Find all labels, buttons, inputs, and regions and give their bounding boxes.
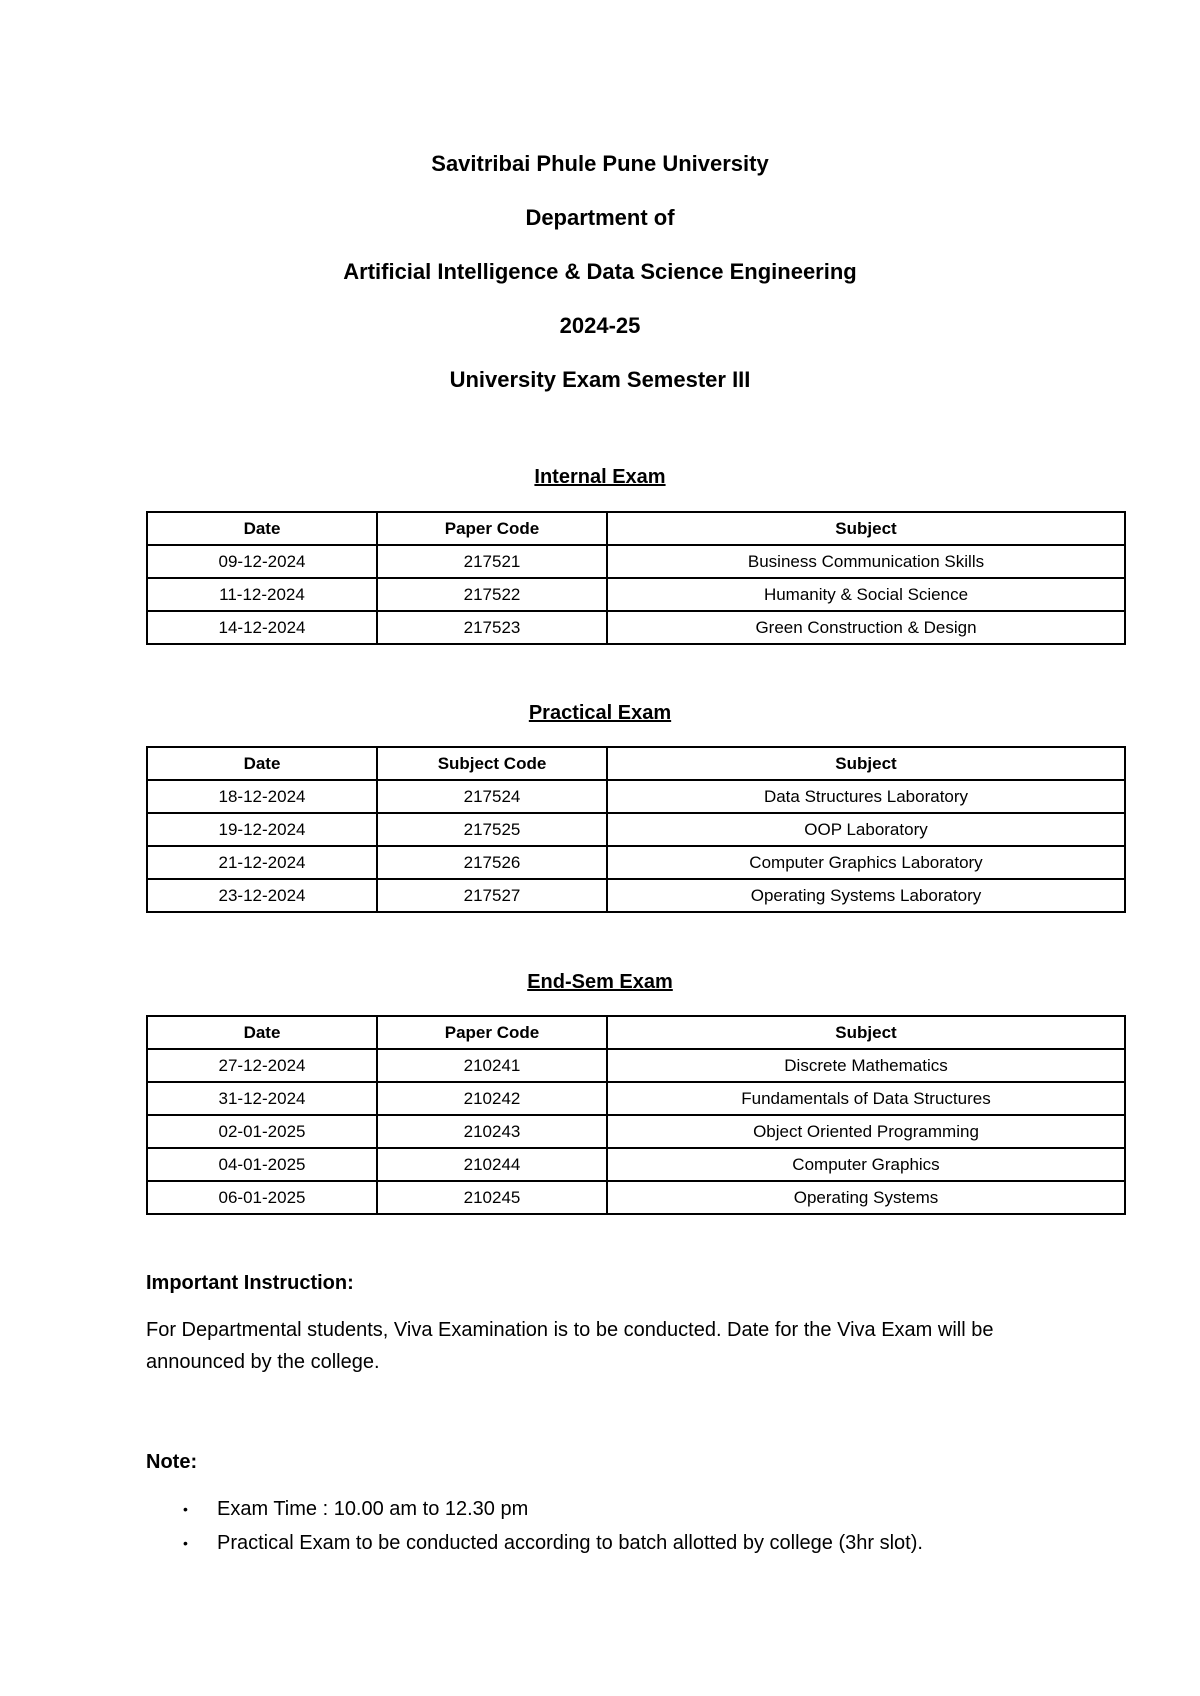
code-cell: 217521 (377, 545, 607, 578)
subject-cell: Data Structures Laboratory (607, 780, 1125, 813)
internal-exam-table (146, 511, 1126, 645)
code-cell: 217527 (377, 879, 607, 912)
note-heading: Note: (146, 1451, 198, 1473)
table-row (147, 611, 1125, 644)
code-cell: 217525 (377, 813, 607, 846)
department-prefix: Department of (525, 205, 675, 230)
table-header-row (147, 747, 1125, 780)
code-cell: 217523 (377, 611, 607, 644)
code-cell: 217522 (377, 578, 607, 611)
table-row (147, 1148, 1125, 1181)
table-row (147, 780, 1125, 813)
instruction-body: For Departmental students, Viva Examination is to be conducted. Date for the Viva Exam will be announced by the college. (146, 1319, 994, 1373)
table-row (147, 578, 1125, 611)
list-item (146, 1492, 923, 1526)
table-row (147, 1181, 1125, 1214)
code-cell: 217524 (377, 780, 607, 813)
column-header-paper-code: Paper Code (377, 1016, 607, 1049)
subject-cell: Business Communication Skills (607, 545, 1125, 578)
date-cell: 21-12-2024 (147, 846, 377, 879)
code-cell: 217526 (377, 846, 607, 879)
code-cell: 210241 (377, 1049, 607, 1082)
endsem-exam-table (146, 1015, 1126, 1215)
date-cell: 09-12-2024 (147, 545, 377, 578)
date-cell: 23-12-2024 (147, 879, 377, 912)
note-item-text: Practical Exam to be conducted according to batch allotted by college (3hr slot). (217, 1532, 923, 1554)
code-cell: 210244 (377, 1148, 607, 1181)
table-header-row (147, 512, 1125, 545)
table-row (147, 846, 1125, 879)
note-item-text: Exam Time : 10.00 am to 12.30 pm (217, 1498, 529, 1520)
endsem-exam-title-text: End-Sem Exam (527, 971, 673, 993)
list-item (146, 1526, 923, 1560)
code-cell: 210242 (377, 1082, 607, 1115)
column-header-date: Date (147, 747, 377, 780)
column-header-subject: Subject (607, 512, 1125, 545)
subject-cell: Humanity & Social Science (607, 578, 1125, 611)
exam-title: University Exam Semester III (449, 367, 751, 392)
column-header-date: Date (147, 512, 377, 545)
column-header-subject: Subject (607, 747, 1125, 780)
date-cell: 04-01-2025 (147, 1148, 377, 1181)
subject-cell: Operating Systems (607, 1181, 1125, 1214)
department-name: Artificial Intelligence & Data Science Engineering (343, 259, 857, 284)
university-name: Savitribai Phule Pune University (431, 151, 769, 176)
note-list (146, 1492, 923, 1560)
table-row (147, 1082, 1125, 1115)
code-cell: 210245 (377, 1181, 607, 1214)
column-header-date: Date (147, 1016, 377, 1049)
instruction-heading: Important Instruction: (146, 1272, 354, 1294)
endsem-exam-title (0, 969, 1200, 995)
subject-cell: Computer Graphics (607, 1148, 1125, 1181)
column-header-subject-code: Subject Code (377, 747, 607, 780)
date-cell: 27-12-2024 (147, 1049, 377, 1082)
date-cell: 14-12-2024 (147, 611, 377, 644)
academic-year: 2024-25 (559, 313, 641, 338)
subject-cell: Fundamentals of Data Structures (607, 1082, 1125, 1115)
table-row (147, 1115, 1125, 1148)
date-cell: 11-12-2024 (147, 578, 377, 611)
date-cell: 18-12-2024 (147, 780, 377, 813)
internal-exam-title-text: Internal Exam (534, 466, 666, 488)
date-cell: 31-12-2024 (147, 1082, 377, 1115)
date-cell: 19-12-2024 (147, 813, 377, 846)
table-row (147, 545, 1125, 578)
bullet-icon: • (183, 1535, 188, 1551)
code-cell: 210243 (377, 1115, 607, 1148)
subject-cell: Green Construction & Design (607, 611, 1125, 644)
practical-exam-table (146, 746, 1126, 913)
bullet-icon: • (183, 1501, 188, 1517)
column-header-subject: Subject (607, 1016, 1125, 1049)
column-header-paper-code: Paper Code (377, 512, 607, 545)
subject-cell: Discrete Mathematics (607, 1049, 1125, 1082)
practical-exam-title (0, 700, 1200, 726)
subject-cell: Operating Systems Laboratory (607, 879, 1125, 912)
table-header-row (147, 1016, 1125, 1049)
table-row (147, 1049, 1125, 1082)
internal-exam-title (0, 464, 1200, 490)
table-row (147, 813, 1125, 846)
subject-cell: OOP Laboratory (607, 813, 1125, 846)
subject-cell: Object Oriented Programming (607, 1115, 1125, 1148)
subject-cell: Computer Graphics Laboratory (607, 846, 1125, 879)
date-cell: 02-01-2025 (147, 1115, 377, 1148)
date-cell: 06-01-2025 (147, 1181, 377, 1214)
practical-exam-title-text: Practical Exam (528, 702, 672, 724)
table-row (147, 879, 1125, 912)
